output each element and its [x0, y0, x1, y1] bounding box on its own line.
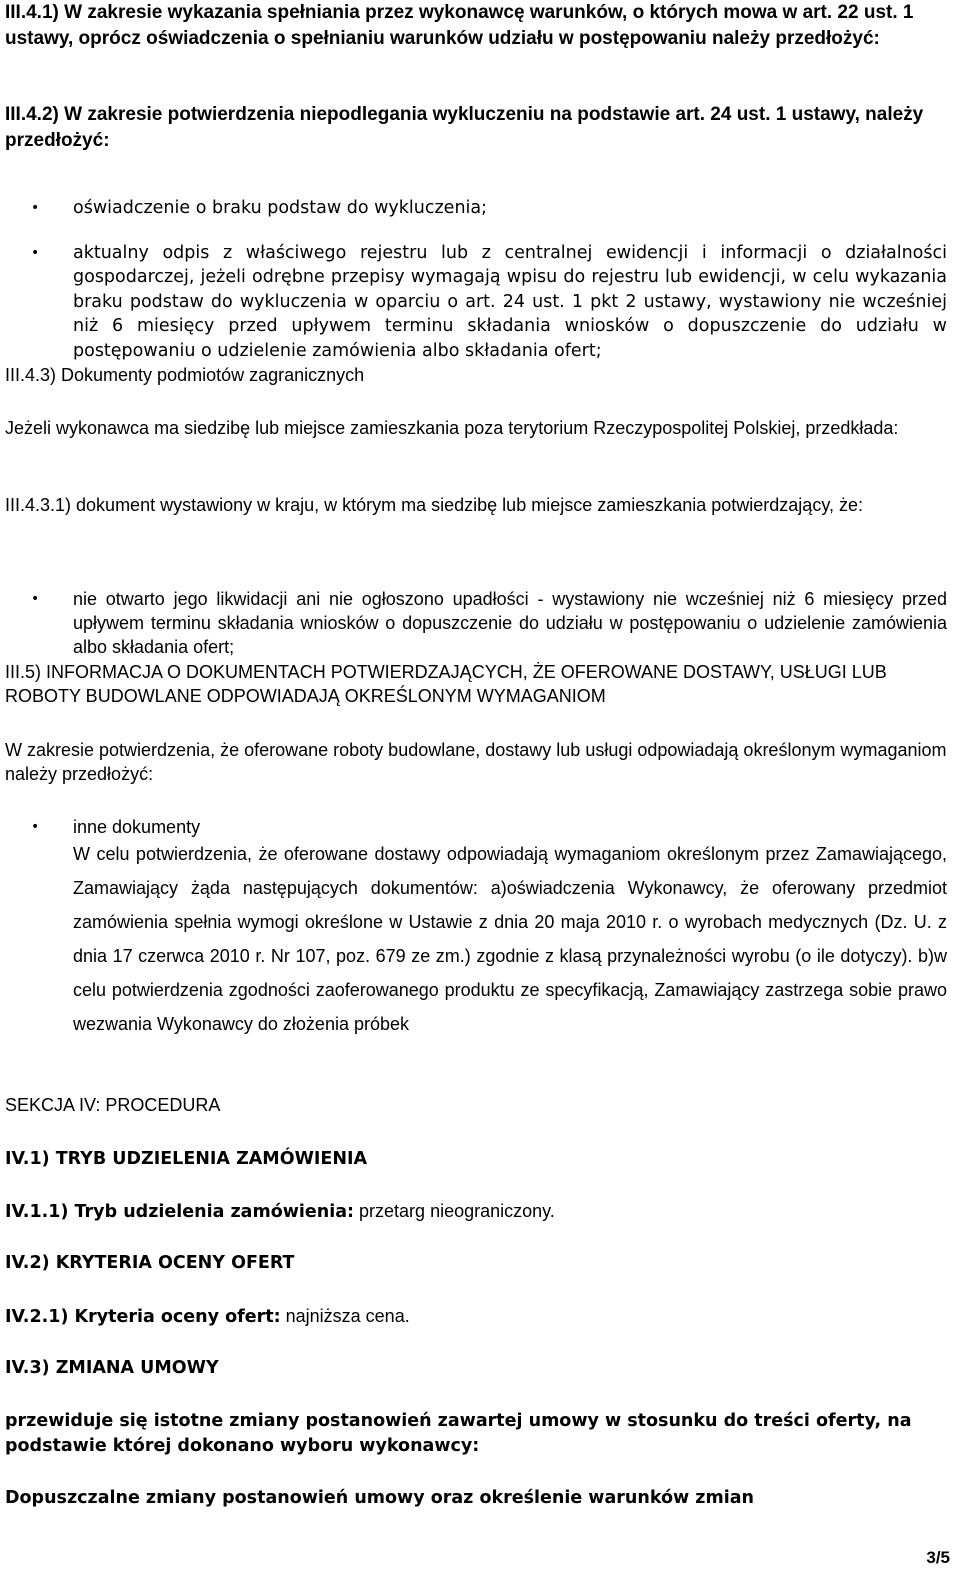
- field-value: przetarg nieograniczony.: [354, 1201, 555, 1221]
- section-heading-iv-1: IV.1) TRYB UDZIELENIA ZAMÓWIENIA: [5, 1149, 368, 1169]
- field-label: IV.1.1) Tryb udzielenia zamówienia:: [5, 1202, 355, 1222]
- section-heading-iii-4-1: III.4.1) W zakresie wykazania spełniania przez wykonawcę warunków, o których mowa w art. 22 ust. 1 ustawy, oprócz oświadczenia o spełnianiu warunków udziału w postępowaniu należy przedłożyć:: [5, 2, 914, 49]
- section-paragraph: Jeżeli wykonawca ma siedzibę lub miejsce zamieszkania poza terytorium Rzeczypospolitej Polskiej, przedkłada:: [5, 418, 899, 438]
- section-heading-sekcja-iv: SEKCJA IV: PROCEDURA: [5, 1095, 221, 1115]
- field-kryteria-oceny: [5, 1304, 947, 1329]
- section-heading-iv-2: IV.2) KRYTERIA OCENY OFERT: [5, 1253, 295, 1273]
- section-paragraph-bold: przewiduje się istotne zmiany postanowień zawartej umowy w stosunku do treści oferty, na podstawie której dokonano wyboru wykonawcy:: [5, 1411, 912, 1456]
- section-paragraph: W zakresie potwierdzenia, że oferowane roboty budowlane, dostawy lub usługi odpowiadają określonym wymaganiom należy przedłożyć:: [5, 740, 947, 784]
- list-item: • nie otwarto jego likwidacji ani nie ogłoszono upadłości - wystawiony nie wcześniej niż 6 miesięcy przed upływem terminu składania wniosków o dopuszczenie do udziału w postępowaniu o udzielenie zamówienia albo składania ofert;: [5, 587, 947, 659]
- field-label: IV.2.1) Kryteria oceny ofert:: [5, 1307, 281, 1327]
- section-subheading: Dopuszczalne zmiany postanowień umowy oraz określenie warunków zmian: [5, 1488, 754, 1508]
- list-item: [5, 815, 947, 1041]
- page-number: 3/5: [926, 1548, 950, 1567]
- section-heading-iii-4-2: III.4.2) W zakresie potwierdzenia niepodlegania wykluczeniu na podstawie art. 24 ust. 1 ustawy, należy przedłożyć:: [5, 104, 924, 151]
- section-heading-iii-5: III.5) INFORMACJA O DOKUMENTACH POTWIERDZAJĄCYCH, ŻE OFEROWANE DOSTAWY, USŁUGI LUB ROBOTY BUDOWLANE ODPOWIADAJĄ OKREŚLONYM WYMAGANIOM: [5, 662, 887, 706]
- list-item-title: • inne dokumenty: [73, 817, 201, 837]
- field-tryb-udzielenia: [5, 1199, 947, 1224]
- section-heading-iii-4-3-1: III.4.3.1) dokument wystawiony w kraju, w którym ma siedzibę lub miejsce zamieszkania potwierdzający, że:: [5, 495, 863, 515]
- list-item: • aktualny odpis z właściwego rejestru lub z centralnej ewidencji i informacji o działalności gospodarczej, jeżeli odrębne przepisy wymagają wpisu do rejestru lub ewidencji, w celu wykazania braku podstaw do wykluczenia w oparciu o art. 24 ust. 1 pkt 2 ustawy, wystawiony nie wcześniej niż 6 miesięcy przed upływem terminu składania wniosków o dopuszczenie do udziału w postępowaniu o udzielenie zamówienia albo składania ofert;: [5, 241, 947, 364]
- section-heading-iii-4-3: III.4.3) Dokumenty podmiotów zagranicznych: [5, 365, 365, 385]
- field-value: najniższa cena.: [280, 1306, 410, 1326]
- list-item: • oświadczenie o braku podstaw do wykluczenia;: [5, 196, 947, 221]
- section-heading-iv-3: IV.3) ZMIANA UMOWY: [5, 1358, 219, 1378]
- list-item-text: W celu potwierdzenia, że oferowane dostawy odpowiadają wymaganiom określonym przez Zamawiającego, Zamawiający żąda następujących dokumentów: a)oświadczenia Wykonawcy, że oferowany przedmiot zamówienia spełnia wymogi określone w Ustawie z dnia 20 maja 2010 r. o wyrobach medycznych (Dz. U. z dnia 17 czerwca 2010 r. Nr 107, poz. 679 ze zm.) zgodnie z klasą przynależności wyrobu (o ile dotyczy). b)w celu potwierdzenia zgodności zaoferowanego produktu ze specyfikacją, Zamawiający zastrzega sobie prawo wezwania Wykonawcy do złożenia próbek: [73, 844, 947, 1034]
